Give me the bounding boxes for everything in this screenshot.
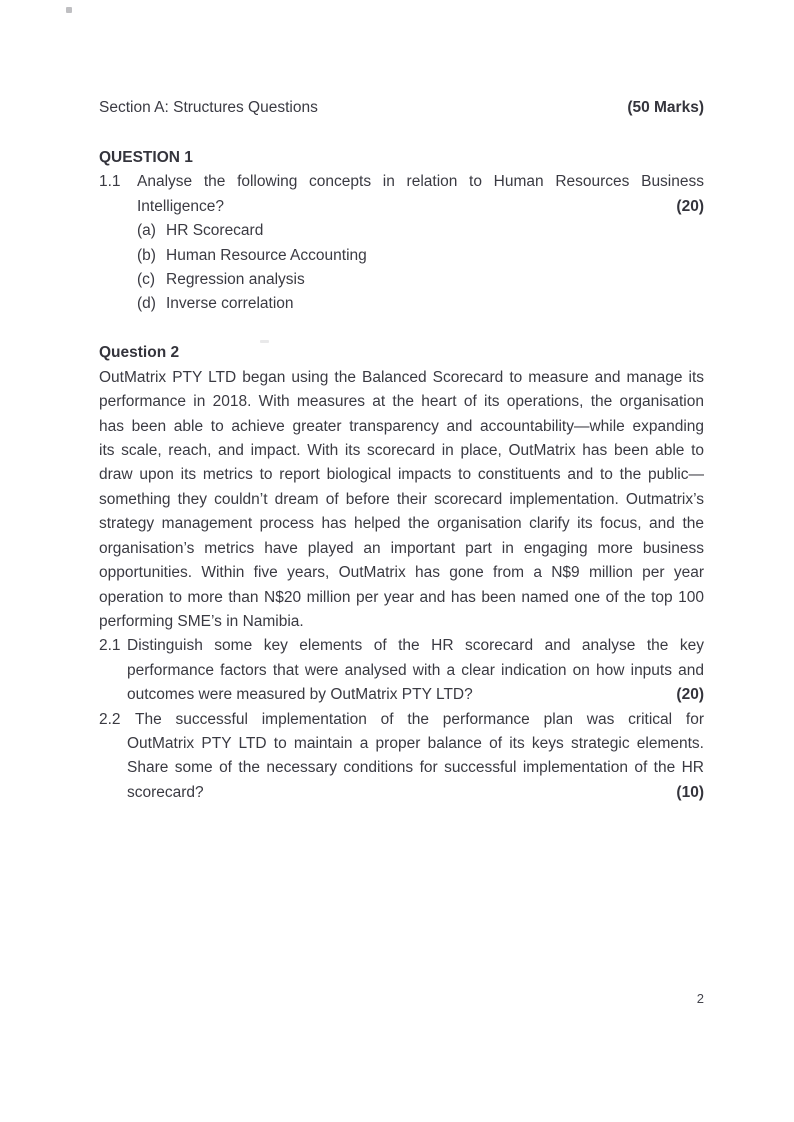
question-1-1-line: Analyse the following concepts in relation to Human Resources Business xyxy=(137,173,704,191)
question-2-1 xyxy=(99,634,704,707)
question2-body-line: OutMatrix PTY LTD began using the Balanced Scorecard to measure and manage its xyxy=(99,368,704,386)
question-2-1-text: outcomes were measured by OutMatrix PTY LTD? xyxy=(127,686,473,704)
question-1-1-text: Intelligence? xyxy=(137,197,225,215)
option-c xyxy=(137,268,704,292)
question-2-1-line: Distinguish some key elements of the HR scorecard and analyse the key xyxy=(127,637,704,655)
option-a-text: HR Scorecard xyxy=(166,222,264,240)
option-d-text: Inverse correlation xyxy=(166,295,294,313)
option-d-label: (d) xyxy=(137,295,156,313)
question-2-1-marks: (20) xyxy=(676,686,704,704)
question2-body-line: something they couldn’t dream of before their scorecard implementation. Outmatrix’s xyxy=(99,490,704,508)
section-header xyxy=(99,96,704,120)
option-b xyxy=(137,244,704,268)
question2-body-line: operation to more than N$20 million per year and has been named one of the top 100 xyxy=(99,588,704,606)
scan-speck-artifact xyxy=(66,7,72,13)
option-a-label: (a) xyxy=(137,222,156,240)
question-1-1-options xyxy=(137,219,704,317)
page-content xyxy=(99,96,704,805)
question-2-2-number: 2.2 xyxy=(99,710,121,728)
question-2-1-number: 2.1 xyxy=(99,637,121,655)
question1-heading: QUESTION 1 xyxy=(99,149,193,166)
question-2-2-line: The successful implementation of the performance plan was critical for xyxy=(135,710,704,728)
option-c-label: (c) xyxy=(137,271,156,289)
option-a xyxy=(137,219,704,243)
question2-body-last-line: performing SME’s in Namibia. xyxy=(99,612,304,630)
question-1-1-last-line xyxy=(137,195,704,219)
question2-body-line: opportunities. Within five years, OutMatrix has gone from a N$9 million per year xyxy=(99,564,704,582)
question2-body xyxy=(99,366,704,634)
question-2-1-last-line xyxy=(127,683,704,707)
option-b-text: Human Resource Accounting xyxy=(166,246,367,264)
question2-body-line: performance in 2018. With measures at the heart of its operations, the organisation xyxy=(99,393,704,411)
question-2-1-line: performance factors that were analysed with a clear indication on how inputs and xyxy=(127,661,704,679)
question-2-2-line: OutMatrix PTY LTD to maintain a proper balance of its keys strategic elements. xyxy=(127,734,704,752)
question2-body-line: organisation’s metrics have played an important part in engaging more business xyxy=(99,539,704,557)
question-2-2-last-line xyxy=(127,781,704,805)
question2-body-line: its scale, reach, and impact. With its scorecard in place, OutMatrix has been able to xyxy=(99,442,704,460)
question-1-1-marks: (20) xyxy=(676,197,704,215)
question2-body-line: draw upon its metrics to report biological impacts to constituents and to the public— xyxy=(99,466,704,484)
option-c-text: Regression analysis xyxy=(166,271,305,289)
question-1-1-number: 1.1 xyxy=(99,173,121,191)
question-2-2-marks: (10) xyxy=(676,783,704,801)
section-marks: (50 Marks) xyxy=(627,99,704,116)
section-title: Section A: Structures Questions xyxy=(99,99,318,116)
question2-heading: Question 2 xyxy=(99,344,180,362)
question2-body-line: has been able to achieve greater transparency and accountability—while expanding xyxy=(99,417,704,435)
question-1-1 xyxy=(99,170,704,316)
option-d xyxy=(137,292,704,316)
page-number: 2 xyxy=(696,991,704,1006)
question-2-2-line: Share some of the necessary conditions for successful implementation of the HR xyxy=(127,759,704,777)
question-2-2 xyxy=(99,708,704,806)
question2-body-line: strategy management process has helped the organisation clarify its focus, and the xyxy=(99,515,704,533)
option-b-label: (b) xyxy=(137,246,156,264)
question-2-2-text: scorecard? xyxy=(127,783,204,801)
